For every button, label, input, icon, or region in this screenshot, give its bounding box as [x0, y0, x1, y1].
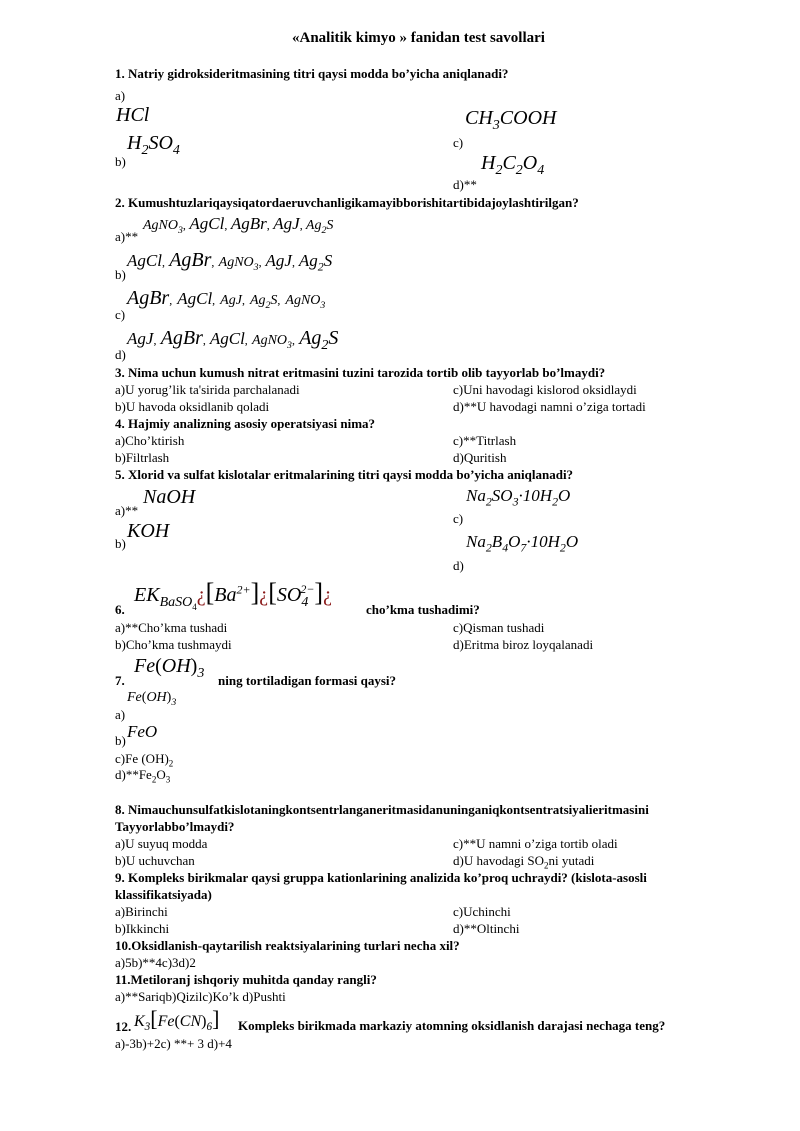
q8-option-d: d)U havodagi $SO_2ni$ yutadi: [453, 853, 595, 871]
question-5: 5. Xlorid va sulfat kislotalar eritmalarining titri qaysi modda bo’yicha aniqlanadi?: [115, 467, 574, 482]
question-12-text: Kompleks birikmada markaziy atomning oksidlanish darajasi nechaga teng?: [238, 1018, 666, 1033]
q2-option-a-label: a)**: [115, 229, 139, 244]
q5-formula-na2b4o7: $Na_2B_4O_7\cdot 10H_2O$: [466, 532, 579, 555]
q3-option-d: d)**U havodagi namni o’ziga tortadi: [453, 399, 646, 414]
question-3: 3. Nima uchun kumush nitrat eritmasini tuzini tarozida tortib olib tayyorlab bo’lmaydi?: [115, 365, 606, 380]
q2-option-c-label: c): [115, 307, 126, 322]
q7-option-b-label: b): [115, 733, 126, 748]
q3-option-c: c)Uni havodagi kislorod oksidlaydi: [453, 382, 637, 397]
q1-formula-ch3cooh: $CH_3COOH$: [465, 107, 557, 133]
q6-formula-ksp: $EK_{BaSO_4}¿[Ba^{2+}]¿[SO_4^{2-}]¿$: [134, 578, 332, 612]
question-11: 11.Metiloranj ishqoriy muhitda qanday rangli?: [115, 972, 377, 987]
q6-option-a: a)**Cho’kma tushadi: [115, 620, 228, 635]
q5-option-a-label: a)**: [115, 503, 139, 518]
q8-option-a: a)U suyuq modda: [115, 836, 208, 851]
q11-options: a)**Sariqb)Qizilc)Ko’k d)Pushti: [115, 989, 286, 1004]
q7-option-a-formula: $Fe(OH)_3$: [127, 690, 177, 708]
q1-formula-h2c2o4: $H_2C_2O_4$: [481, 152, 545, 178]
q7-option-c: c)Fe $(OH)_2$: [115, 751, 174, 769]
q4-option-b: b)Filtrlash: [115, 450, 170, 465]
question-12-number: 12.: [115, 1019, 132, 1034]
q1-formula-h2so4: $H_2SO_4$: [127, 132, 180, 158]
q4-option-d: d)Quritish: [453, 450, 507, 465]
q1-formula-hcl: HCl: [116, 104, 150, 126]
question-10: 10.Oksidlanish-qaytarilish reaktsiyalarining turlari necha xil?: [115, 938, 460, 953]
q2-option-d-formula: AgJ, AgBr, AgCl, AgNO$_3$, $Ag_2S$: [127, 327, 339, 353]
q10-options: a)5b)**4c)3d)2: [115, 955, 196, 970]
question-7-text: ning tortiladigan formasi qaysi?: [218, 673, 397, 688]
q6-option-d: d)Eritma biroz loyqalanadi: [453, 637, 594, 652]
question-1: 1. Natriy gidroksideritmasining titri qaysi modda bo’yicha aniqlanadi?: [115, 66, 509, 81]
q5-option-d-label: d): [453, 558, 464, 573]
question-7-number: 7.: [115, 673, 125, 688]
q1-option-b-label: b): [115, 154, 126, 169]
q3-option-a: a)U yorug’lik ta'sirida parchalanadi: [115, 382, 300, 397]
page-title: «Analitik kimyo » fanidan test savollari: [292, 30, 545, 46]
q2-option-c-formula: AgBr, AgCl, AgJ, $Ag_2S$, AgNO$_3$: [127, 287, 326, 311]
q6-option-b: b)Cho’kma tushmaydi: [115, 637, 232, 652]
q8-option-c: c)**U namni o’ziga tortib oladi: [453, 836, 618, 851]
q9-option-c: c)Uchinchi: [453, 904, 511, 919]
q3-option-b: b)U havoda oksidlanib qoladi: [115, 399, 270, 414]
q9-option-b: b)Ikkinchi: [115, 921, 170, 936]
q12-formula-k3fecn6: $K_3[Fe(CN)_6]$: [134, 1006, 220, 1034]
q7-option-d: $d)**Fe_2O_3$: [115, 767, 171, 785]
q1-option-a-label: a): [115, 88, 126, 103]
q2-option-d-label: d): [115, 347, 126, 362]
q5-formula-na2so3: $Na_2SO_3\cdot 10H_2O$: [466, 486, 571, 509]
q7-option-b-formula: FeO: [127, 722, 158, 741]
question-6-number: 6.: [115, 602, 125, 617]
question-8-line2: Tayyorlabbo’lmaydi?: [115, 819, 235, 834]
q4-option-a: a)Cho’ktirish: [115, 433, 185, 448]
question-9-line1: 9. Kompleks birikmalar qaysi gruppa kationlarining analizida ko’proq uchraydi? (kislota-asosli: [115, 870, 647, 885]
q8-option-b: b)U uchuvchan: [115, 853, 195, 868]
q7-formula-fe-oh-3: $Fe(OH)_3$: [134, 655, 205, 681]
q2-option-b-formula: AgCl, AgBr, AgNO$_3$, AgJ, $Ag_2S$: [127, 249, 333, 274]
q6-option-c: c)Qisman tushadi: [453, 620, 545, 635]
question-4: 4. Hajmiy analizning asosiy operatsiyasi nima?: [115, 416, 376, 431]
q5-option-c-label: c): [453, 511, 464, 526]
q4-option-c: c)**Titrlash: [453, 433, 517, 448]
q1-option-c-label: c): [453, 135, 464, 150]
q12-options: a)-3b)+2c) **+ 3 d)+4: [115, 1036, 232, 1051]
q9-option-a: a)Birinchi: [115, 904, 168, 919]
q5-formula-koh: KOH: [127, 520, 170, 542]
q7-option-a-label: a): [115, 707, 126, 722]
question-8-line1: 8. Nimauchunsulfatkislotaningkontsentrlanganeritmasidanuninganiqkontsentratsiyalieritmasini: [115, 802, 649, 817]
q5-formula-naoh: NaOH: [143, 486, 196, 508]
q1-option-d-label: d)**: [453, 177, 477, 192]
question-9-line2: klassifikatsiyada): [115, 887, 212, 902]
q2-option-b-label: b): [115, 267, 126, 282]
q2-option-a-formula: AgNO$_3$, AgCl, AgBr, AgJ, $Ag_2S$: [143, 214, 334, 236]
question-2: 2. Kumushtuzlariqaysiqatordaeruvchanligikamayibborishitartibidajoylashtirilgan?: [115, 195, 579, 210]
q5-option-b-label: b): [115, 536, 126, 551]
question-6-text: cho’kma tushadimi?: [366, 602, 480, 617]
q9-option-d: d)**Oltinchi: [453, 921, 520, 936]
